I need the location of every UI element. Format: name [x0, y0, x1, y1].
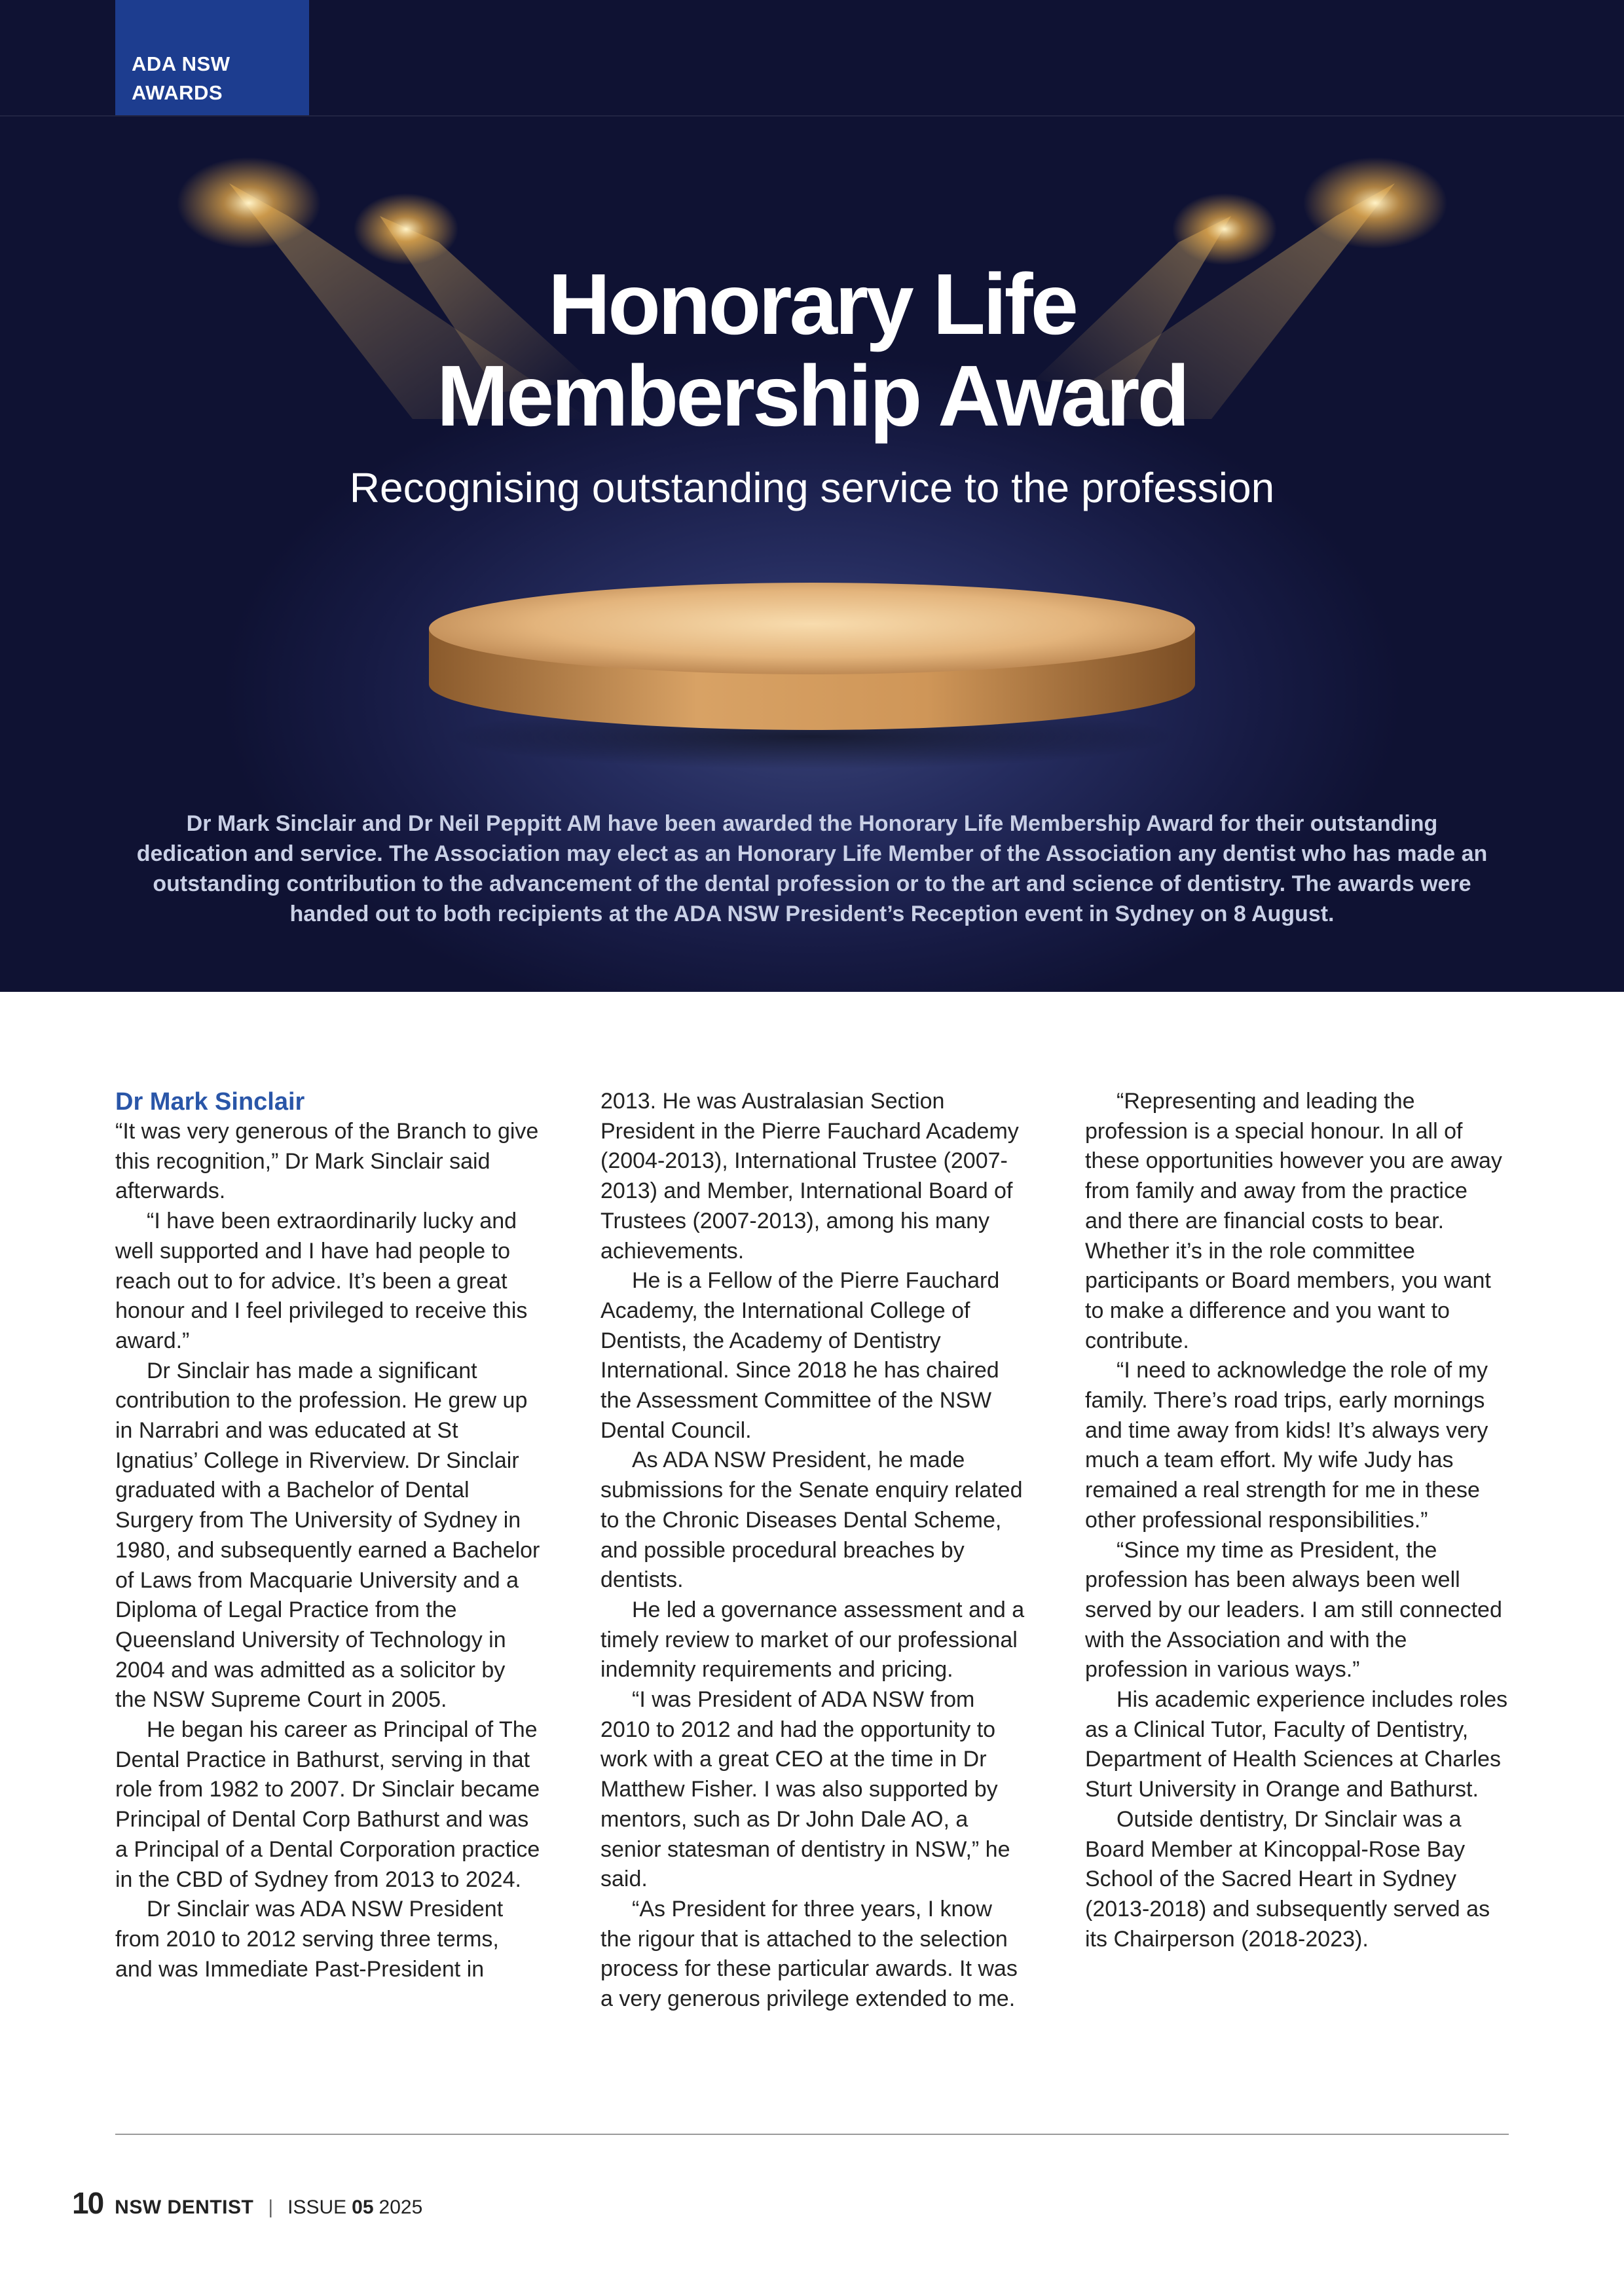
section-tag-line2: AWARDS	[132, 81, 223, 104]
paragraph: He led a governance assessment and a timely review to market of our professional indemnity requirements and pricing.	[600, 1597, 1025, 1683]
page-subtitle: Recognising outstanding service to the profession	[349, 464, 1275, 511]
page-title-line1: Honorary Life	[547, 256, 1077, 352]
paragraph: “Representing and leading the profession is a special honour. In all of these opportunities however you are away from family and away from the practice and there are financial costs to bear. Whether it’s in the role committee participants or Board members, you want to make a difference and you want to contribute.	[1085, 1089, 1502, 1353]
paragraph: 2013. He was Australasian Section President in the Pierre Fauchard Academy (2004-2013), International Trustee (2007-2013) and Member, International Board of Trustees (2007-2013), among his many achievements.	[600, 1089, 1019, 1264]
paragraph: Dr Sinclair has made a significant contribution to the profession. He grew up in Narrabri and was educated at St Ignatius’ College in Riverview. Dr Sinclair graduated with a Bachelor of Dental Surgery from The University of Sydney in 1980, and subsequently earned a Bachelor of Laws from Macquarie University and a Diploma of Legal Practice from the Queensland University of Technology in 2004 and was admitted as a solicitor by the NSW Supreme Court in 2005.	[115, 1358, 540, 1713]
paragraph: “As President for three years, I know the rigour that is attached to the selection process for these particular awards. It was a very generous privilege extended to me.	[600, 1896, 1018, 2012]
article-column-1	[115, 1087, 541, 1984]
issue-label: ISSUE	[287, 2196, 347, 2218]
footer-divider	[115, 2134, 1509, 2135]
paragraph: His academic experience includes roles as a Clinical Tutor, Faculty of Dentistry, Department of Health Sciences at Charles Sturt University in Orange and Bathurst.	[1085, 1687, 1508, 1802]
paragraph: “I need to acknowledge the role of my family. There’s road trips, early mornings and time away from kids! It’s always very much a team effort. My wife Judy has remained a real strength for me in these other professional responsibilities.”	[1085, 1358, 1488, 1533]
page-footer	[72, 2185, 422, 2225]
footer-separator: |	[268, 2196, 274, 2218]
paragraph: “I have been extraordinarily lucky and well supported and I have had people to reach out to for advice. It’s been a great honour and I feel privileged to receive this award.”	[115, 1209, 528, 1353]
issue-number: 05	[352, 2196, 374, 2218]
hero-divider	[0, 115, 1624, 117]
page-number: 10	[72, 2186, 103, 2220]
section-tag	[115, 0, 309, 115]
page-title-line2: Membership Award	[436, 348, 1188, 444]
paragraph: He is a Fellow of the Pierre Fauchard Academy, the International College of Dentists, the Academy of Dentistry International. Since 2018 he has chaired the Assessment Committee of the NSW Dental Council.	[600, 1268, 1000, 1443]
paragraph: He began his career as Principal of The Dental Practice in Bathurst, serving in that role from 1982 to 2007. Dr Sinclair became Principal of Dental Corp Bathurst and was a Principal of a Dental Corporation practice in the CBD of Sydney from 2013 to 2024.	[115, 1717, 540, 1892]
hero-banner	[0, 0, 1624, 992]
paragraph: As ADA NSW President, he made submissions for the Senate enquiry related to the Chronic Diseases Dental Scheme, and possible procedural breaches by dentists.	[600, 1448, 1023, 1593]
article-heading: Dr Mark Sinclair	[115, 1088, 305, 1116]
article-column-3	[1085, 1087, 1511, 1954]
paragraph: “It was very generous of the Branch to give this recognition,” Dr Mark Sinclair said afterwards.	[115, 1119, 539, 1204]
paragraph: Dr Sinclair was ADA NSW President from 2010 to 2012 serving three terms, and was Immediate Past-President in	[115, 1897, 504, 1982]
paragraph: “I was President of ADA NSW from 2010 to 2012 and had the opportunity to work with a great CEO at the time in Dr Matthew Fisher. I was also supported by mentors, such as Dr John Dale AO, a senior statesman of dentistry in NSW,” he said.	[600, 1687, 1010, 1892]
podium-icon	[419, 570, 1205, 779]
section-tag-line1: ADA NSW	[132, 52, 231, 75]
article-column-2	[600, 1087, 1026, 2014]
hero-intro: Dr Mark Sinclair and Dr Neil Peppitt AM have been awarded the Honorary Life Membership Award for their outstanding dedication and service. The Association may elect as an Honorary Life Member of the Association any dentist who has made an outstanding contribution to the advancement of the dental profession or to the art and science of dentistry. The awards were handed out to both recipients at the ADA NSW President’s Reception event in Sydney on 8 August.	[136, 811, 1488, 926]
page-title	[288, 256, 1336, 444]
publication-name: NSW DENTIST	[115, 2196, 254, 2218]
paragraph: Outside dentistry, Dr Sinclair was a Board Member at Kincoppal-Rose Bay School of the Sacred Heart in Sydney (2013-2018) and subsequently served as its Chairperson (2018-2023).	[1085, 1806, 1490, 1952]
issue-year: 2025	[378, 2196, 423, 2218]
paragraph: “Since my time as President, the profession has been always been well served by our leaders. I am still connected with the Association and with the profession in various ways.”	[1085, 1537, 1502, 1683]
